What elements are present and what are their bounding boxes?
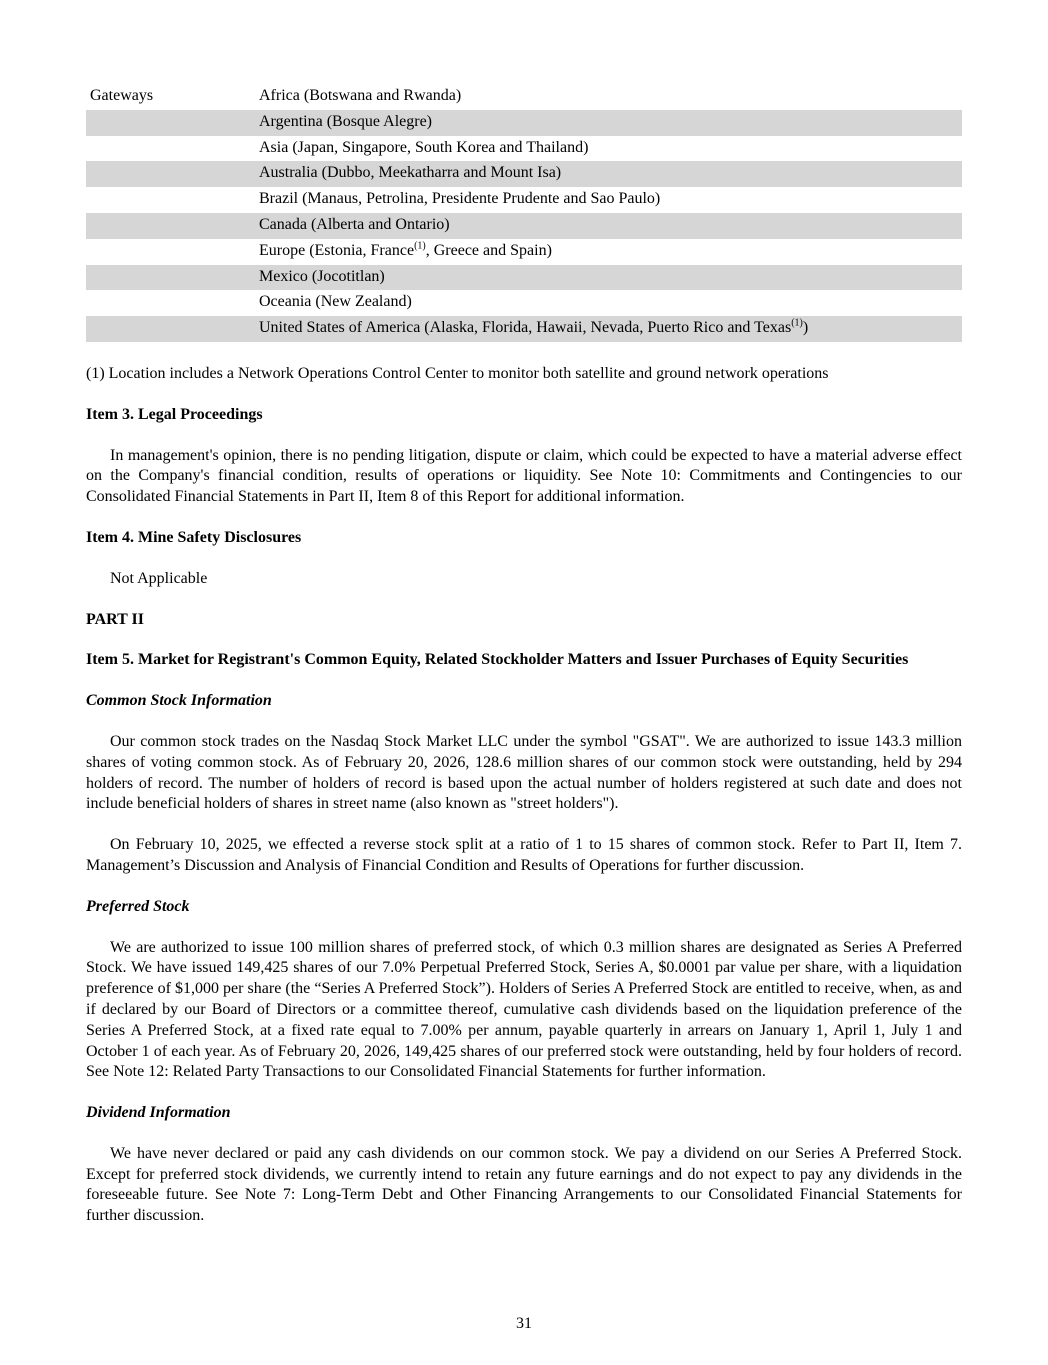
common-stock-heading: Common Stock Information	[86, 692, 272, 710]
table-row-label	[86, 267, 259, 288]
part2-heading: PART II	[86, 610, 144, 628]
item3-paragraph: In management's opinion, there is no pending litigation, dispute or claim, which could be expected to have a material adverse effect on the Company's financial condition, results of operations or liquidity. See Note 10: Commitments and Contingencies to our Consolidated Financial Statements in Part II, Item 8 of this Report for additional information.	[86, 446, 962, 506]
dividend-heading: Dividend Information	[86, 1104, 231, 1122]
table-row	[86, 136, 962, 162]
table-row-label: Gateways	[90, 87, 154, 104]
gateway-region-cell	[259, 267, 962, 288]
item3-heading: Item 3. Legal Proceedings	[86, 405, 263, 423]
table-row	[86, 84, 962, 110]
table-row-label	[86, 215, 259, 236]
table-row-label	[86, 241, 259, 262]
gateway-region-text: Europe (Estonia, France	[259, 241, 415, 259]
table-row-label	[86, 112, 259, 133]
item4-heading: Item 4. Mine Safety Disclosures	[86, 528, 302, 546]
table-row	[86, 239, 962, 265]
gateway-region-cell	[259, 215, 962, 236]
table-row	[86, 290, 962, 316]
common-stock-paragraph-2: On February 10, 2025, we effected a reverse stock split at a ratio of 1 to 15 shares of common stock. Refer to Part II, Item 7. Management’s Discussion and Analysis of Financial Condition and Results of Operations for further discussion.	[86, 836, 962, 874]
gateway-region-text: Mexico (Jocotitlan)	[259, 267, 385, 285]
gateway-region-cell	[259, 292, 962, 313]
gateway-region-cell	[259, 241, 962, 262]
item4-paragraph: Not Applicable	[110, 569, 208, 587]
item5-heading: Item 5. Market for Registrant's Common Equity, Related Stockholder Matters and Issuer Purchases of Equity Securities	[86, 651, 909, 669]
table-row	[86, 187, 962, 213]
gateway-region-text: Argentina (Bosque Alegre)	[259, 112, 432, 130]
gateways-table	[86, 84, 962, 342]
table-row	[86, 161, 962, 187]
gateway-region-text: Brazil (Manaus, Petrolina, Presidente Prudente and Sao Paulo)	[259, 190, 661, 208]
gateway-region-text: United States of America (Alaska, Florida, Hawaii, Nevada, Puerto Rico and Texas	[259, 319, 792, 337]
preferred-stock-paragraph: We are authorized to issue 100 million shares of preferred stock, of which 0.3 million shares are designated as Series A Preferred Stock. We have issued 149,425 shares of our 7.0% Perpetual Preferred Stock, Series A, $0.0001 par value per share, with a liquidation preference of $1,000 per share (the “Series A Preferred Stock”). Holders of Series A Preferred Stock are entitled to receive, when, as and if declared by our Board of Directors or a committee thereof, cumulative cash dividends based on the liquidation preference of the Series A Preferred Stock, at a fixed rate equal to 7.00% per annum, payable quarterly in arrears on January 1, April 1, July 1 and October 1 of each year. As of February 20, 2026, 149,425 shares of our preferred stock were outstanding, held by four holders of record. See Note 12: Related Party Transactions to our Consolidated Financial Statements for further information.	[86, 938, 962, 1081]
footnote-text: (1) Location includes a Network Operations Control Center to monitor both satellite and ground network operations	[86, 364, 829, 382]
gateway-region-cell	[259, 163, 962, 184]
gateway-region-cell	[259, 318, 962, 339]
preferred-stock-heading: Preferred Stock	[86, 897, 190, 915]
table-row	[86, 110, 962, 136]
gateway-region-text: Australia (Dubbo, Meekatharra and Mount Isa)	[259, 164, 562, 182]
table-row	[86, 265, 962, 291]
table-row-label	[86, 318, 259, 339]
table-row-label	[86, 138, 259, 159]
table-row	[86, 213, 962, 239]
table-row-label	[86, 189, 259, 210]
gateway-region-cell	[259, 189, 962, 210]
common-stock-paragraph-1: Our common stock trades on the Nasdaq Stock Market LLC under the symbol "GSAT". We are authorized to issue 143.3 million shares of voting common stock. As of February 20, 2026, 128.6 million shares of our common stock were outstanding, held by 294 holders of record. The number of holders of record is based upon the actual number of holders registered at such date and does not include beneficial holders of shares in street name (also known as "street holders").	[86, 732, 962, 813]
dividend-paragraph: We have never declared or paid any cash dividends on our common stock. We pay a dividend on our Series A Preferred Stock. Except for preferred stock dividends, we currently intend to retain any future earnings and do not expect to pay any dividends in the foreseeable future. See Note 7: Long-Term Debt and Other Financing Arrangements to our Consolidated Financial Statements for further discussion.	[86, 1144, 962, 1225]
gateway-region-text: Canada (Alberta and Ontario)	[259, 215, 450, 233]
gateway-region-text: )	[802, 319, 809, 337]
footnote-marker: (1)	[791, 317, 803, 329]
gateway-region-text: Asia (Japan, Singapore, South Korea and Thailand)	[259, 138, 589, 156]
table-row-label	[86, 292, 259, 313]
page-number: 31	[516, 1315, 532, 1333]
gateway-region-cell	[259, 112, 962, 133]
gateway-region-text: , Greece and Spain)	[425, 241, 552, 259]
gateway-region-cell	[259, 138, 962, 159]
spacer	[86, 1227, 962, 1258]
gateway-region-text: Oceania (New Zealand)	[259, 293, 412, 311]
gateway-region-text: Africa (Botswana and Rwanda)	[259, 87, 462, 104]
footnote-marker: (1)	[414, 240, 426, 252]
table-row	[86, 316, 962, 342]
table-row-label	[86, 163, 259, 184]
gateway-region-cell	[259, 86, 962, 107]
